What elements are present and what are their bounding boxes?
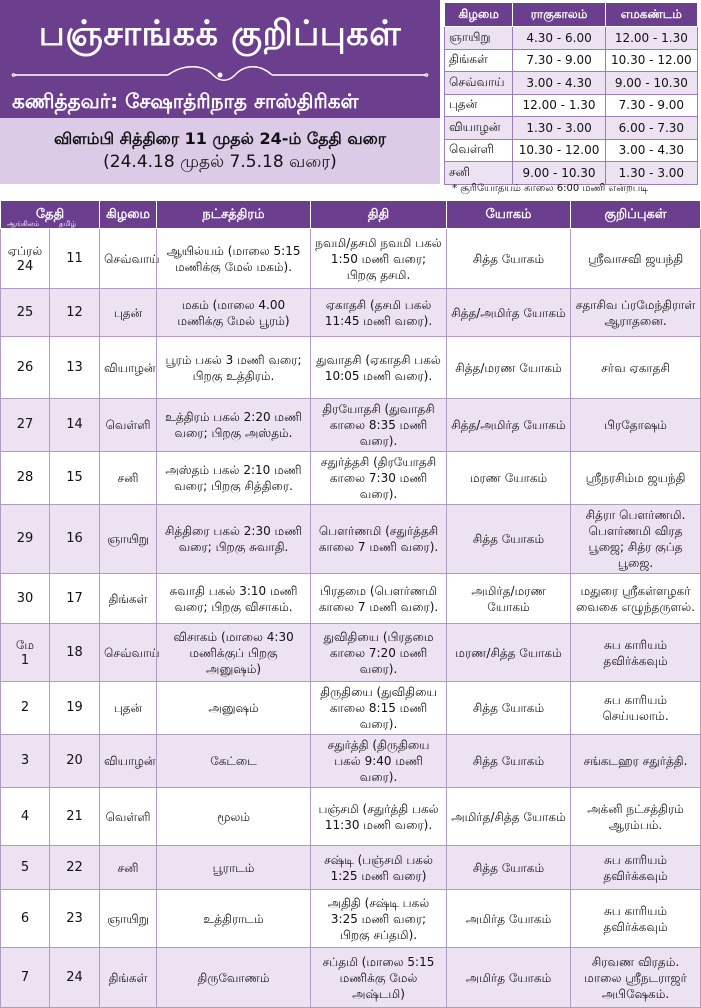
ema-time: 10.30 - 12.00	[605, 49, 697, 72]
header-date-english: ஆங்கிலம்	[7, 220, 40, 228]
yogam: அமிர்த/மரண யோகம்	[447, 574, 571, 624]
weekday: வியாழன்	[100, 735, 157, 788]
weekday: சனி	[100, 452, 157, 505]
tithi: ஏகாதசி (தசமி பகல் 11:45 மணி வரை).	[311, 289, 447, 337]
note: ஸ்ரீநரசிம்ம ஜயந்தி	[571, 452, 701, 505]
english-date	[1, 505, 50, 574]
weekday: ஞாயிறு	[100, 505, 157, 574]
ema-time: 1.30 - 3.00	[605, 162, 697, 185]
rahu-day: செவ்வாய்	[445, 72, 513, 95]
weekday: திங்கள்	[100, 948, 157, 1008]
english-day-number: 1	[20, 652, 30, 668]
tithi: பிரதமை (பௌர்ணமி காலை 7 மணி வரை).	[311, 574, 447, 624]
table-row	[1, 682, 701, 735]
table-row	[1, 289, 701, 337]
nakshatram: மகம் (மாலை 4.00 மணிக்கு மேல் பூரம்)	[157, 289, 311, 337]
header-notes: குறிப்புகள்	[571, 201, 701, 229]
author-line: கணித்தவர்: சேஷாத்ரிநாத சாஸ்திரிகள்	[12, 89, 359, 113]
nakshatram: சுவாதி பகல் 3:10 மணி வரை; பிறகு விசாகம்.	[157, 574, 311, 624]
yogam: சித்த யோகம்	[447, 682, 571, 735]
table-row	[1, 452, 701, 505]
rahu-row	[445, 94, 698, 117]
tithi: சதுர்த்தி (திருதியை பகல் 9:40 மணி வரை).	[311, 735, 447, 788]
rahu-day: புதன்	[445, 94, 513, 117]
tithi: பஞ்சமி (சதுர்த்தி பகல் 11:30 மணி வரை).	[311, 788, 447, 846]
rahu-time: 4.30 - 6.00	[513, 27, 605, 50]
weekday: செவ்வாய்	[100, 229, 157, 289]
rahu-day: வியாழன்	[445, 117, 513, 140]
yogam: சித்த யோகம்	[447, 229, 571, 289]
english-month: ஏப்ரல்	[7, 243, 43, 258]
note: சிரவண விரதம். மாலை ஸ்ரீநடராஜர் அபிஷேகம்.	[571, 948, 701, 1008]
table-row	[1, 948, 701, 1008]
rahu-time: 10.30 - 12.00	[513, 139, 605, 162]
table-row	[1, 337, 701, 399]
table-row	[1, 624, 701, 682]
rahu-row	[445, 162, 698, 185]
ema-time: 3.00 - 4.30	[605, 139, 697, 162]
nakshatram: கேட்டை	[157, 735, 311, 788]
note: அக்னி நட்சத்திரம் ஆரம்பம்.	[571, 788, 701, 846]
rahu-day: சனி	[445, 162, 513, 185]
tithi: துவாதசி (ஏகாதசி பகல் 10:05 மணி வரை).	[311, 337, 447, 399]
yogam: அமிர்த/சித்த யோகம்	[447, 788, 571, 846]
nakshatram: திருவோணம்	[157, 948, 311, 1008]
weekday: செவ்வாய்	[100, 624, 157, 682]
english-day-number: 7	[20, 969, 30, 985]
english-day-number: 29	[16, 531, 34, 546]
period-line: விளம்பி சித்திரை 11 முதல் 24-ம் தேதி வரை	[53, 129, 387, 148]
weekday: புதன்	[100, 682, 157, 735]
english-date	[1, 337, 50, 399]
header-date-tamil: தமிழ்	[59, 220, 77, 228]
flourish-divider-icon	[8, 64, 432, 86]
page-title: பஞ்சாங்கக் குறிப்புகள்	[38, 14, 402, 54]
yogam: சித்த யோகம்	[447, 505, 571, 574]
english-day-number: 27	[16, 417, 34, 432]
table-row	[1, 735, 701, 788]
table-row	[1, 788, 701, 846]
weekday: சனி	[100, 846, 157, 890]
rahu-day: ஞாயிறு	[445, 27, 513, 50]
note: சித்ரா பௌர்ணமி. பௌர்ணமி விரத பூஜை; சித்ர குப்த பூஜை.	[571, 505, 701, 574]
panchangam-table	[0, 200, 701, 1008]
note: சர்வ ஏகாதசி	[571, 337, 701, 399]
english-date	[1, 574, 50, 624]
weekday: ஞாயிறு	[100, 890, 157, 948]
yogam: சித்த யோகம்	[447, 846, 571, 890]
yogam: அமிர்த யோகம்	[447, 890, 571, 948]
rahu-header-ema: எமகண்டம்	[605, 3, 697, 27]
english-date	[1, 735, 50, 788]
yogam: மரண யோகம்	[447, 452, 571, 505]
table-row	[1, 574, 701, 624]
english-day-number: 4	[20, 808, 30, 824]
rahu-time: 7.30 - 9.00	[513, 49, 605, 72]
weekday: வெள்ளி	[100, 788, 157, 846]
rahu-row	[445, 139, 698, 162]
tamil-date: 23	[50, 890, 100, 948]
rahu-kalam-table	[444, 2, 698, 185]
tithi: சஷ்டி (பஞ்சமி பகல் 1:25 மணி வரை)	[311, 846, 447, 890]
nakshatram: அஸ்தம் பகல் 2:10 மணி வரை; பிறகு சித்திரை.	[157, 452, 311, 505]
yogam: அமிர்த யோகம்	[447, 948, 571, 1008]
date-range-box	[0, 118, 440, 184]
nakshatram: ஆயில்யம் (மாலை 5:15 மணிக்கு மேல் மகம்).	[157, 229, 311, 289]
note: ஸ்ரீவாசவி ஜயந்தி	[571, 229, 701, 289]
tamil-date: 24	[50, 948, 100, 1008]
nakshatram: பூரம் பகல் 3 மணி வரை; பிறகு உத்திரம்.	[157, 337, 311, 399]
rahu-time: 12.00 - 1.30	[513, 94, 605, 117]
english-month: மே	[15, 637, 35, 652]
english-date	[1, 788, 50, 846]
tithi: திருதியை (துவிதியை காலை 8:15 மணி வரை).	[311, 682, 447, 735]
english-day-number: 24	[16, 258, 34, 274]
tamil-date: 18	[50, 624, 100, 682]
english-day-number: 26	[16, 359, 34, 375]
table-row	[1, 846, 701, 890]
tamil-date: 13	[50, 337, 100, 399]
table-row	[1, 890, 701, 948]
tithi: அதிதி (சஷ்டி பகல் 3:25 மணி வரை; பிறகு சப்தமி).	[311, 890, 447, 948]
yogam: மரண/சித்த யோகம்	[447, 624, 571, 682]
english-day-number: 30	[16, 590, 34, 606]
tithi: பௌர்ணமி (சதுர்த்தசி காலை 7 மணி வரை).	[311, 505, 447, 574]
rahu-day: வெள்ளி	[445, 139, 513, 162]
rahu-row	[445, 49, 698, 72]
sunrise-note: * சூரியோதயம் காலை 6:00 மணி என்றபடி	[452, 183, 649, 194]
rahu-time: 9.00 - 10.30	[513, 162, 605, 185]
weekday: திங்கள்	[100, 574, 157, 624]
nakshatram: பூராடம்	[157, 846, 311, 890]
tithi: நவமி/தசமி நவமி பகல் 1:50 மணி வரை; பிறகு தசமி.	[311, 229, 447, 289]
header-star: நட்சத்திரம்	[157, 201, 311, 229]
nakshatram: அனுஷம்	[157, 682, 311, 735]
header-day: கிழமை	[100, 201, 157, 229]
table-row	[1, 229, 701, 289]
yogam: சித்த யோகம்	[447, 735, 571, 788]
note: சங்கடஹர சதுர்த்தி.	[571, 735, 701, 788]
note: மதுரை ஸ்ரீகள்ளழகர் வைகை எழுந்தருளல்.	[571, 574, 701, 624]
weekday: வெள்ளி	[100, 399, 157, 452]
english-date	[1, 682, 50, 735]
nakshatram: சித்திரை பகல் 2:30 மணி வரை; பிறகு சுவாதி.	[157, 505, 311, 574]
english-date	[1, 948, 50, 1008]
tamil-date: 19	[50, 682, 100, 735]
nakshatram: உத்திராடம்	[157, 890, 311, 948]
english-day-number: 6	[20, 910, 30, 926]
english-day-number: 28	[16, 470, 34, 485]
tamil-date: 11	[50, 229, 100, 289]
tithi: திரயோதசி (துவாதசி காலை 8:35 மணி வரை).	[311, 399, 447, 452]
rahu-time: 3.00 - 4.30	[513, 72, 605, 95]
header-tithi: திதி	[311, 201, 447, 229]
header-yogam: யோகம்	[447, 201, 571, 229]
note: சதாசிவ ப்ரமேந்திராள் ஆராதனை.	[571, 289, 701, 337]
nakshatram: மூலம்	[157, 788, 311, 846]
table-row	[1, 399, 701, 452]
english-date	[1, 289, 50, 337]
tithi: சப்தமி (மாலை 5:15 மணிக்கு மேல் அஷ்டமி)	[311, 948, 447, 1008]
ema-time: 12.00 - 1.30	[605, 27, 697, 50]
english-date	[1, 229, 50, 289]
date-range: (24.4.18 முதல் 7.5.18 வரை)	[103, 152, 337, 172]
english-date	[1, 452, 50, 505]
tamil-date: 14	[50, 399, 100, 452]
yogam: சித்த/அமிர்த யோகம்	[447, 399, 571, 452]
rahu-row	[445, 27, 698, 50]
english-day-number: 2	[20, 700, 30, 715]
rahu-row	[445, 117, 698, 140]
rahu-day: திங்கள்	[445, 49, 513, 72]
weekday: புதன்	[100, 289, 157, 337]
english-date	[1, 624, 50, 682]
yogam: சித்த/மரண யோகம்	[447, 337, 571, 399]
ema-time: 7.30 - 9.00	[605, 94, 697, 117]
note: சுப காரியம் செய்யலாம்.	[571, 682, 701, 735]
nakshatram: உத்திரம் பகல் 2:20 மணி வரை; பிறகு அஸ்தம்.	[157, 399, 311, 452]
tamil-date: 15	[50, 452, 100, 505]
table-row	[1, 505, 701, 574]
tamil-date: 21	[50, 788, 100, 846]
english-day-number: 5	[20, 859, 30, 875]
tamil-date: 22	[50, 846, 100, 890]
rahu-row	[445, 72, 698, 95]
tamil-date: 16	[50, 505, 100, 574]
note: பிரதோஷம்	[571, 399, 701, 452]
tithi: துவிதியை (பிரதமை காலை 7:20 மணி வரை).	[311, 624, 447, 682]
note: சுப காரியம் தவிர்க்கவும்	[571, 846, 701, 890]
ema-time: 6.00 - 7.30	[605, 117, 697, 140]
english-date	[1, 399, 50, 452]
rahu-time: 1.30 - 3.00	[513, 117, 605, 140]
english-date	[1, 890, 50, 948]
header-date: தேதி ஆங்கிலம் தமிழ்	[1, 201, 100, 229]
english-day-number: 25	[16, 304, 34, 320]
note: சுப காரியம் தவிர்க்கவும்	[571, 890, 701, 948]
header-banner	[0, 0, 440, 118]
tamil-date: 17	[50, 574, 100, 624]
yogam: சித்த/அமிர்த யோகம்	[447, 289, 571, 337]
english-date	[1, 846, 50, 890]
english-day-number: 3	[20, 753, 30, 768]
note: சுப காரியம் தவிர்க்கவும்	[571, 624, 701, 682]
rahu-header-rahu: ராகுகாலம்	[513, 3, 605, 27]
tamil-date: 12	[50, 289, 100, 337]
ema-time: 9.00 - 10.30	[605, 72, 697, 95]
tithi: சதுர்த்தசி (திரயோதசி காலை 7:30 மணி வரை).	[311, 452, 447, 505]
weekday: வியாழன்	[100, 337, 157, 399]
nakshatram: விசாகம் (மாலை 4:30 மணிக்குப் பிறகு அனுஷம்)	[157, 624, 311, 682]
rahu-header-day: கிழமை	[445, 3, 513, 27]
tamil-date: 20	[50, 735, 100, 788]
